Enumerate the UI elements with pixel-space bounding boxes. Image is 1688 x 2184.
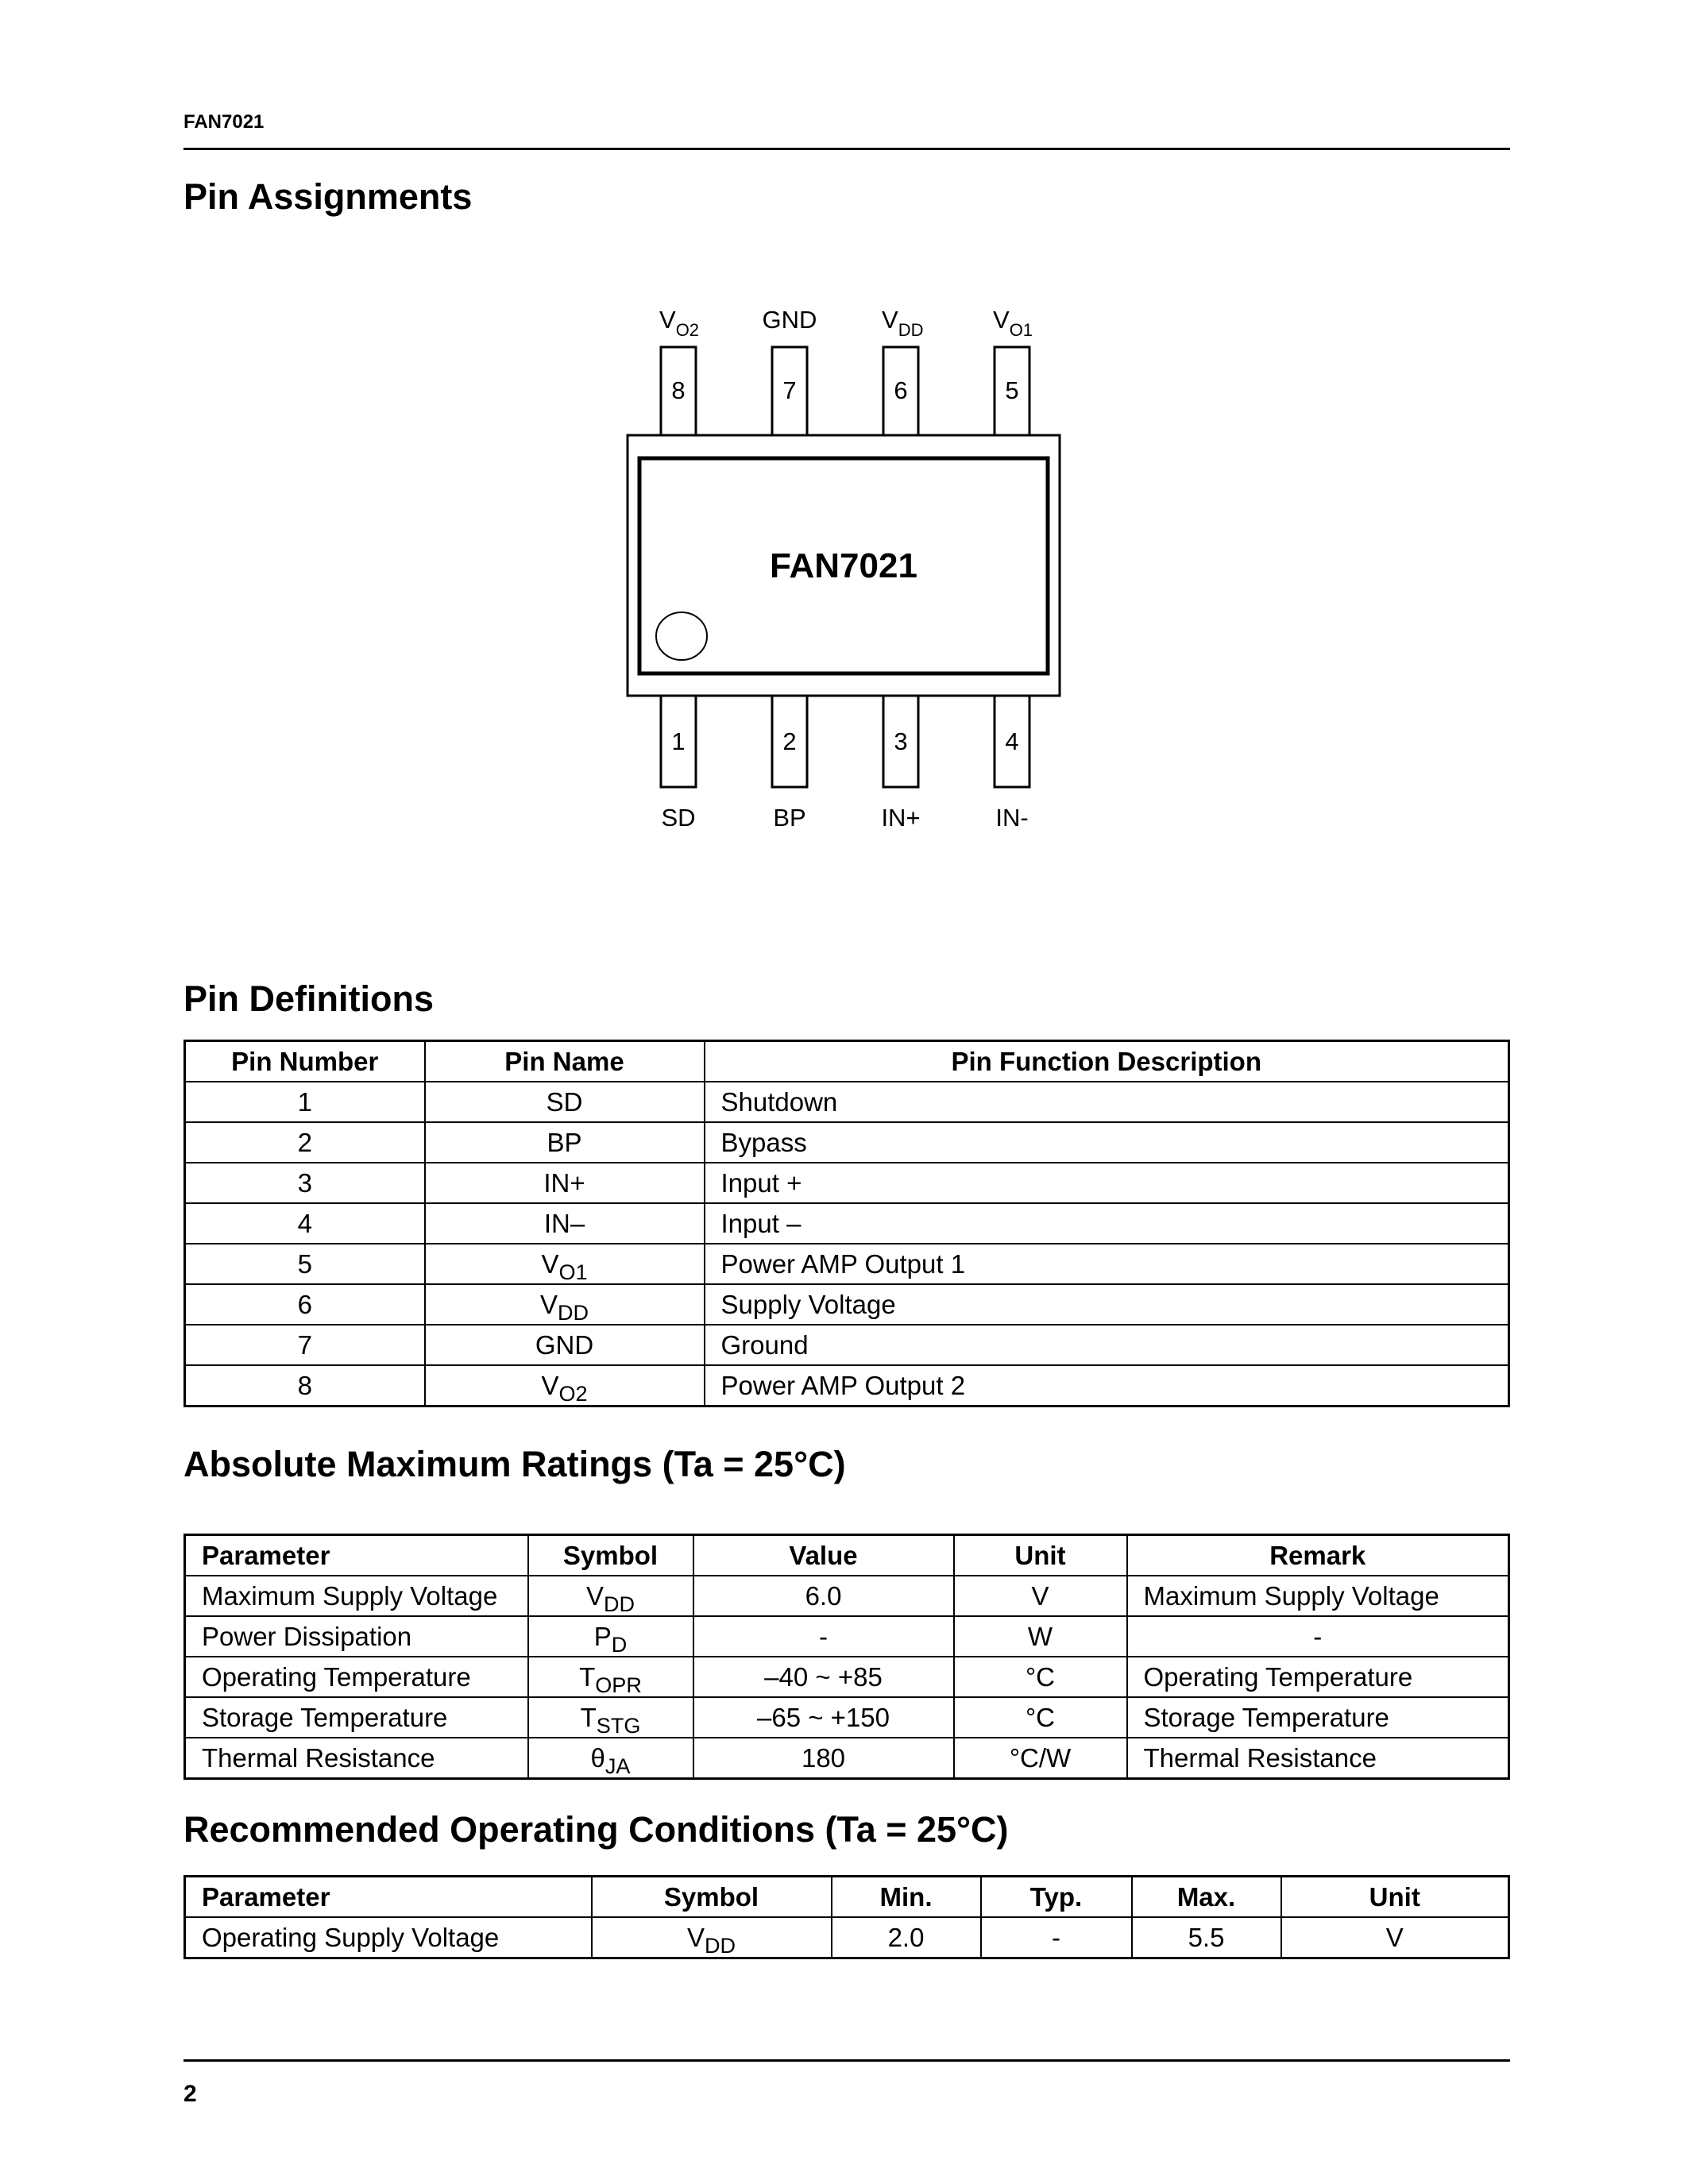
pin-4-number: 4 bbox=[1005, 727, 1019, 755]
abs-max-title: Absolute Maximum Ratings (Ta = 25°C) bbox=[183, 1444, 846, 1484]
param-cell: Maximum Supply Voltage bbox=[185, 1576, 528, 1616]
unit-cell: W bbox=[954, 1616, 1127, 1657]
unit-cell: °C bbox=[954, 1697, 1127, 1738]
header-part-number: FAN7021 bbox=[183, 111, 265, 133]
col-header: Max. bbox=[1132, 1877, 1281, 1918]
param-cell: Operating Supply Voltage bbox=[185, 1917, 592, 1958]
pin-number-cell: 7 bbox=[185, 1325, 425, 1365]
unit-cell: V bbox=[954, 1576, 1127, 1616]
pin1-marker-icon bbox=[656, 612, 707, 660]
pin-5-number: 5 bbox=[1005, 376, 1019, 404]
pin-6-number: 6 bbox=[894, 376, 908, 404]
pin-1-label: SD bbox=[661, 804, 696, 832]
pin-8-number: 8 bbox=[671, 376, 686, 404]
table-row bbox=[185, 1122, 1509, 1163]
pin-definitions-title: Pin Definitions bbox=[183, 978, 434, 1019]
param-cell: Operating Temperature bbox=[185, 1657, 528, 1697]
col-header: Pin Number bbox=[185, 1041, 425, 1082]
symbol-cell: $V_{DD}$ bbox=[528, 1576, 693, 1616]
pin-definitions-table bbox=[183, 1040, 1510, 1407]
page-number: 2 bbox=[183, 2081, 197, 2107]
header-rule bbox=[183, 148, 1510, 150]
param-cell: Storage Temperature bbox=[185, 1697, 528, 1738]
abs-max-table bbox=[183, 1534, 1510, 1780]
chip-label: FAN7021 bbox=[770, 546, 917, 585]
pin-desc-cell: Input – bbox=[705, 1203, 1509, 1244]
remark-cell: Maximum Supply Voltage bbox=[1127, 1576, 1509, 1616]
pin-5-label: $V_{O1}$ bbox=[993, 306, 1033, 340]
pin-number-cell: 2 bbox=[185, 1122, 425, 1163]
pin-number-cell: 8 bbox=[185, 1365, 425, 1406]
param-cell: Power Dissipation bbox=[185, 1616, 528, 1657]
pin-name-cell: $V_{DD}$ bbox=[425, 1284, 705, 1325]
table-row bbox=[185, 1284, 1509, 1325]
symbol-cell: $V_{DD}$ bbox=[592, 1917, 832, 1958]
table-row bbox=[185, 1325, 1509, 1365]
pin-number-cell: 1 bbox=[185, 1082, 425, 1122]
pin-1-number: 1 bbox=[671, 727, 686, 755]
col-header: Value bbox=[693, 1535, 954, 1576]
footer-rule bbox=[183, 2059, 1510, 2062]
table-row bbox=[185, 1917, 1509, 1958]
value-cell: 180 bbox=[693, 1738, 954, 1779]
table-row bbox=[185, 1082, 1509, 1122]
pin-name-cell: GND bbox=[425, 1325, 705, 1365]
table-row bbox=[185, 1576, 1509, 1616]
max-cell: 5.5 bbox=[1132, 1917, 1281, 1958]
table-row bbox=[185, 1616, 1509, 1657]
pin-diagram bbox=[620, 294, 1080, 850]
value-cell: - bbox=[693, 1616, 954, 1657]
remark-cell: Operating Temperature bbox=[1127, 1657, 1509, 1697]
pin-desc-cell: Shutdown bbox=[705, 1082, 1509, 1122]
value-cell: –40 ~ +85 bbox=[693, 1657, 954, 1697]
table-row bbox=[185, 1163, 1509, 1203]
pin-3-label: IN+ bbox=[881, 804, 921, 832]
table-header-row bbox=[185, 1041, 1509, 1082]
pin-name-cell: $V_{O1}$ bbox=[425, 1244, 705, 1284]
value-cell: –65 ~ +150 bbox=[693, 1697, 954, 1738]
col-header: Unit bbox=[1281, 1877, 1509, 1918]
pin-6-label: $V_{DD}$ bbox=[882, 306, 924, 340]
col-header: Min. bbox=[832, 1877, 981, 1918]
table-row bbox=[185, 1657, 1509, 1697]
table-row bbox=[185, 1203, 1509, 1244]
value-cell: 6.0 bbox=[693, 1576, 954, 1616]
pin-number-cell: 4 bbox=[185, 1203, 425, 1244]
pin-desc-cell: Bypass bbox=[705, 1122, 1509, 1163]
pin-name-cell: $V_{O2}$ bbox=[425, 1365, 705, 1406]
pin-desc-cell: Supply Voltage bbox=[705, 1284, 1509, 1325]
remark-cell: - bbox=[1127, 1616, 1509, 1657]
min-cell: 2.0 bbox=[832, 1917, 981, 1958]
col-header: Typ. bbox=[981, 1877, 1132, 1918]
table-header-row bbox=[185, 1877, 1509, 1918]
pin-3-number: 3 bbox=[894, 727, 908, 755]
unit-cell: V bbox=[1281, 1917, 1509, 1958]
rec-op-title: Recommended Operating Conditions (Ta = 25°C) bbox=[183, 1809, 1009, 1850]
table-row bbox=[185, 1738, 1509, 1779]
table-row bbox=[185, 1365, 1509, 1406]
unit-cell: °C/W bbox=[954, 1738, 1127, 1779]
remark-cell: Thermal Resistance bbox=[1127, 1738, 1509, 1779]
param-cell: Thermal Resistance bbox=[185, 1738, 528, 1779]
pin-2-number: 2 bbox=[782, 727, 797, 755]
table-row bbox=[185, 1697, 1509, 1738]
pin-desc-cell: Power AMP Output 1 bbox=[705, 1244, 1509, 1284]
remark-cell: Storage Temperature bbox=[1127, 1697, 1509, 1738]
pin-7-number: 7 bbox=[782, 376, 797, 404]
col-header: Pin Name bbox=[425, 1041, 705, 1082]
pin-name-cell: IN+ bbox=[425, 1163, 705, 1203]
pin-desc-cell: Power AMP Output 2 bbox=[705, 1365, 1509, 1406]
pin-number-cell: 6 bbox=[185, 1284, 425, 1325]
col-header: Symbol bbox=[592, 1877, 832, 1918]
symbol-cell: $T_{STG}$ bbox=[528, 1697, 693, 1738]
symbol-cell: $\theta_{JA}$ bbox=[528, 1738, 693, 1779]
table-header-row bbox=[185, 1535, 1509, 1576]
table-row bbox=[185, 1244, 1509, 1284]
pin-4-label: IN- bbox=[995, 804, 1029, 832]
col-header: Symbol bbox=[528, 1535, 693, 1576]
pin-2-label: BP bbox=[773, 804, 806, 832]
pin-name-cell: IN– bbox=[425, 1203, 705, 1244]
pin-7-label: GND bbox=[762, 306, 817, 334]
pin-name-cell: BP bbox=[425, 1122, 705, 1163]
pin-desc-cell: Input + bbox=[705, 1163, 1509, 1203]
pin-8-label: $V_{O2}$ bbox=[659, 306, 700, 340]
col-header: Remark bbox=[1127, 1535, 1509, 1576]
col-header: Parameter bbox=[185, 1535, 528, 1576]
pin-name-cell: SD bbox=[425, 1082, 705, 1122]
col-header: Unit bbox=[954, 1535, 1127, 1576]
col-header: Pin Function Description bbox=[705, 1041, 1509, 1082]
pin-number-cell: 3 bbox=[185, 1163, 425, 1203]
col-header: Parameter bbox=[185, 1877, 592, 1918]
rec-op-table bbox=[183, 1875, 1510, 1959]
pin-assignments-title: Pin Assignments bbox=[183, 176, 473, 217]
symbol-cell: $T_{OPR}$ bbox=[528, 1657, 693, 1697]
typ-cell: - bbox=[981, 1917, 1132, 1958]
symbol-cell: $P_D$ bbox=[528, 1616, 693, 1657]
pin-desc-cell: Ground bbox=[705, 1325, 1509, 1365]
unit-cell: °C bbox=[954, 1657, 1127, 1697]
pin-number-cell: 5 bbox=[185, 1244, 425, 1284]
